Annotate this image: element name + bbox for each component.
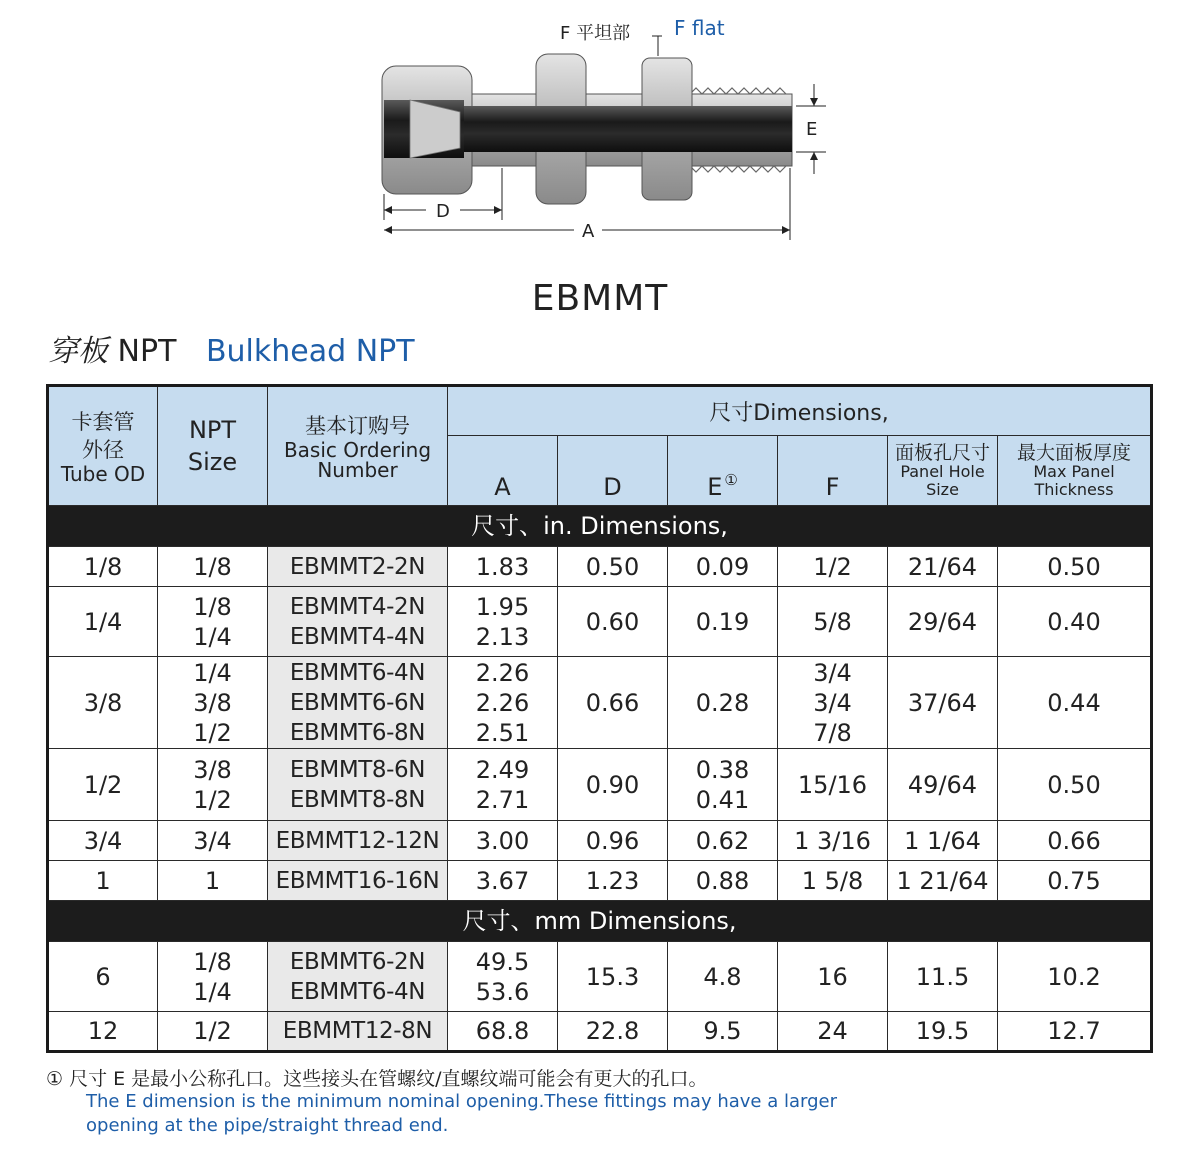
cell-dim-f-line: 1/2 xyxy=(813,552,852,581)
header-tube-od-cn: 卡套管 xyxy=(71,410,135,434)
label-d: D xyxy=(436,201,450,222)
cell-dim-e xyxy=(668,821,778,861)
cell-tube-od: 1/4 xyxy=(48,587,158,657)
header-max-panel-en2: Thickness xyxy=(1034,479,1114,499)
cell-ordering-number xyxy=(268,821,448,861)
cell-panel-hole: 1 21/64 xyxy=(888,861,998,901)
cell-dim-e xyxy=(668,749,778,821)
label-f-en: F flat xyxy=(674,16,725,40)
cell-max-panel-thickness: 0.40 xyxy=(998,587,1152,657)
cell-dim-f-line: 7/8 xyxy=(813,718,852,747)
table-row xyxy=(48,821,1152,861)
cell-dim-d-line: 0.66 xyxy=(585,688,640,717)
header-panel-hole-en1: Panel Hole xyxy=(900,461,985,481)
cell-dim-a xyxy=(448,749,558,821)
table-row xyxy=(48,547,1152,587)
cell-tube-od: 1/2 xyxy=(48,749,158,821)
cell-dim-a-line: 2.51 xyxy=(475,718,530,747)
cell-npt-size-line: 1/4 xyxy=(193,977,232,1006)
cell-npt-size-line: 1/4 xyxy=(193,622,232,651)
table-row xyxy=(48,861,1152,901)
cell-dim-d xyxy=(558,587,668,657)
cell-dim-f xyxy=(778,749,888,821)
cell-dim-f-line: 15/16 xyxy=(797,770,868,799)
header-ordering-en2: Number xyxy=(317,458,398,482)
cell-max-panel-thickness: 0.50 xyxy=(998,749,1152,821)
header-panel-hole-cn: 面板孔尺寸 xyxy=(894,441,990,464)
cell-ordering-number xyxy=(268,587,448,657)
cell-panel-hole: 19.5 xyxy=(888,1012,998,1052)
cell-dim-e xyxy=(668,942,778,1012)
cell-dim-a-line: 49.5 xyxy=(475,947,530,976)
band-millimeters: 尺寸、mm Dimensions, xyxy=(48,901,1152,942)
cell-dim-a xyxy=(448,1012,558,1052)
cell-dim-e-line: 0.41 xyxy=(695,785,750,814)
cell-dim-a-line: 2.13 xyxy=(475,622,530,651)
cell-ordering-number xyxy=(268,547,448,587)
cell-ordering-number-line: EBMMT6-2N xyxy=(289,948,426,975)
cell-ordering-number-line: EBMMT12-12N xyxy=(275,827,440,854)
header-ordering-number xyxy=(268,386,448,506)
cell-ordering-number xyxy=(268,749,448,821)
cell-ordering-number xyxy=(268,1012,448,1052)
header-max-panel-cn: 最大面板厚度 xyxy=(1016,441,1131,464)
footnote-cn: ① 尺寸 E 是最小公称孔口。这些接头在管螺纹/直螺纹端可能会有更大的孔口。 xyxy=(46,1068,708,1090)
cell-dim-a-line: 3.67 xyxy=(475,866,530,895)
cell-dim-e-line: 9.5 xyxy=(703,1017,742,1045)
cell-dim-a xyxy=(448,547,558,587)
cell-npt-size xyxy=(158,657,268,749)
cell-dim-e-line: 0.38 xyxy=(695,755,750,784)
footnote-marker: ① xyxy=(724,471,738,489)
cell-dim-e xyxy=(668,1012,778,1052)
cell-dim-d-line: 0.60 xyxy=(585,607,640,636)
cell-ordering-number-line: EBMMT8-8N xyxy=(289,786,426,813)
cell-dim-d xyxy=(558,547,668,587)
cell-max-panel-thickness: 0.44 xyxy=(998,657,1152,749)
cell-ordering-number-line: EBMMT4-2N xyxy=(289,593,426,620)
cell-dim-a-line: 2.26 xyxy=(475,688,530,717)
model-code-title: EBMMT xyxy=(531,278,669,319)
cell-npt-size xyxy=(158,821,268,861)
cell-dim-f xyxy=(778,587,888,657)
cell-dim-f-line: 16 xyxy=(817,962,848,991)
cell-dim-f xyxy=(778,547,888,587)
cell-dim-a-line: 2.49 xyxy=(475,755,530,784)
cell-npt-size xyxy=(158,547,268,587)
cell-dim-d-line: 15.3 xyxy=(585,962,640,991)
header-ordering-cn: 基本订购号 xyxy=(305,414,410,438)
header-col-a: A xyxy=(448,436,558,506)
cell-panel-hole: 37/64 xyxy=(888,657,998,749)
header-dimensions: 尺寸Dimensions, xyxy=(448,386,1152,436)
header-panel-hole-en2: Size xyxy=(926,479,959,499)
cell-npt-size-line: 1 xyxy=(204,866,221,895)
cell-dim-f-line: 24 xyxy=(817,1017,848,1045)
cell-npt-size-line: 1/8 xyxy=(193,592,232,621)
cell-dim-e xyxy=(668,657,778,749)
header-max-panel-en1: Max Panel xyxy=(1033,461,1115,481)
cell-dim-a-line: 1.83 xyxy=(475,552,530,581)
cell-ordering-number-line: EBMMT4-4N xyxy=(289,623,426,650)
cell-dim-e-line: 0.19 xyxy=(695,607,750,636)
cell-ordering-number-line: EBMMT16-16N xyxy=(275,867,440,894)
cell-npt-size xyxy=(158,861,268,901)
cell-ordering-number-line: EBMMT6-8N xyxy=(289,719,426,746)
cell-dim-a-line: 53.6 xyxy=(475,977,530,1006)
cell-dim-d xyxy=(558,1012,668,1052)
cell-dim-d-line: 0.50 xyxy=(585,552,640,581)
cell-dim-d-line: 1.23 xyxy=(585,866,640,895)
cell-npt-size-line: 1/8 xyxy=(193,552,232,581)
dimensions-table xyxy=(46,384,1153,1053)
cell-tube-od: 6 xyxy=(48,942,158,1012)
header-tube-od-cn2: 外径 xyxy=(82,438,124,462)
header-tube-od-en: Tube OD xyxy=(60,462,146,486)
table-row xyxy=(48,749,1152,821)
cell-npt-size xyxy=(158,749,268,821)
cell-tube-od: 3/4 xyxy=(48,821,158,861)
label-f-cn: F 平坦部 xyxy=(560,23,631,44)
cell-dim-e xyxy=(668,861,778,901)
header-max-panel xyxy=(998,436,1152,506)
cell-tube-od: 1 xyxy=(48,861,158,901)
cell-max-panel-thickness: 0.75 xyxy=(998,861,1152,901)
cell-npt-size-line: 1/2 xyxy=(193,718,232,747)
cell-dim-f-line: 1 5/8 xyxy=(801,866,864,895)
cell-npt-size-line: 1/2 xyxy=(193,1017,232,1045)
header-col-e-label: E xyxy=(707,473,723,501)
cell-ordering-number xyxy=(268,942,448,1012)
cell-dim-e xyxy=(668,547,778,587)
cell-dim-d xyxy=(558,861,668,901)
cell-dim-f xyxy=(778,1012,888,1052)
cell-dim-d-line: 0.90 xyxy=(585,770,640,799)
cell-dim-d xyxy=(558,657,668,749)
cell-ordering-number-line: EBMMT6-6N xyxy=(289,689,426,716)
cell-dim-e-line: 0.09 xyxy=(695,552,750,581)
cell-dim-a-line: 1.95 xyxy=(475,592,530,621)
cell-dim-a xyxy=(448,657,558,749)
table-row xyxy=(48,1012,1152,1052)
cell-ordering-number-line: EBMMT6-4N xyxy=(289,659,426,686)
cell-dim-a-line: 2.71 xyxy=(475,785,530,814)
cell-panel-hole: 49/64 xyxy=(888,749,998,821)
subtitle-npt: NPT xyxy=(108,334,177,369)
cell-panel-hole: 11.5 xyxy=(888,942,998,1012)
cell-max-panel-thickness: 12.7 xyxy=(998,1012,1152,1052)
cell-ordering-number xyxy=(268,657,448,749)
cell-npt-size xyxy=(158,942,268,1012)
cell-ordering-number-line: EBMMT8-6N xyxy=(289,756,426,783)
cell-dim-e-line: 0.62 xyxy=(695,826,750,855)
cell-dim-a-line: 68.8 xyxy=(475,1017,530,1045)
cell-panel-hole: 21/64 xyxy=(888,547,998,587)
header-npt-size xyxy=(158,386,268,506)
cell-npt-size-line: 3/4 xyxy=(193,826,232,855)
band-inches: 尺寸、in. Dimensions, xyxy=(48,506,1152,547)
cell-panel-hole: 1 1/64 xyxy=(888,821,998,861)
cell-npt-size-line: 1/4 xyxy=(193,658,232,687)
label-a: A xyxy=(582,221,595,242)
fitting-cross-section-diagram xyxy=(370,8,830,248)
cell-npt-size xyxy=(158,587,268,657)
header-panel-hole xyxy=(888,436,998,506)
header-size: Size xyxy=(187,448,238,476)
header-col-e xyxy=(668,436,778,506)
cell-ordering-number-line: EBMMT2-2N xyxy=(289,553,426,580)
cell-dim-a xyxy=(448,942,558,1012)
footnote-en: The E dimension is the minimum nominal opening.These fittings may have a larger opening at the pipe/straight thread end. xyxy=(86,1091,837,1136)
header-tube-od xyxy=(48,386,158,506)
cell-dim-f xyxy=(778,821,888,861)
cell-dim-f xyxy=(778,657,888,749)
cell-npt-size xyxy=(158,1012,268,1052)
subtitle-en: Bulkhead NPT xyxy=(205,334,415,369)
cell-dim-a xyxy=(448,821,558,861)
header-col-d: D xyxy=(558,436,668,506)
cell-dim-f-line: 3/4 xyxy=(813,688,852,717)
cell-dim-d-line: 22.8 xyxy=(585,1017,640,1045)
cell-dim-e-line: 0.28 xyxy=(695,688,750,717)
cell-npt-size-line: 1/2 xyxy=(193,785,232,814)
cell-max-panel-thickness: 10.2 xyxy=(998,942,1152,1012)
header-col-f: F xyxy=(778,436,888,506)
cell-max-panel-thickness: 0.66 xyxy=(998,821,1152,861)
section-subtitle xyxy=(48,326,415,370)
cell-dim-d xyxy=(558,942,668,1012)
cell-npt-size-line: 1/8 xyxy=(193,947,232,976)
table-row xyxy=(48,587,1152,657)
cell-dim-f xyxy=(778,861,888,901)
cell-tube-od: 3/8 xyxy=(48,657,158,749)
table-row xyxy=(48,657,1152,749)
header-npt: NPT xyxy=(188,416,237,444)
cell-dim-e-line: 4.8 xyxy=(703,962,742,991)
cell-dim-d xyxy=(558,821,668,861)
cell-dim-e-line: 0.88 xyxy=(695,866,750,895)
cell-ordering-number xyxy=(268,861,448,901)
cell-npt-size-line: 3/8 xyxy=(193,688,232,717)
cell-dim-a xyxy=(448,587,558,657)
cell-max-panel-thickness: 0.50 xyxy=(998,547,1152,587)
cell-dim-a xyxy=(448,861,558,901)
cell-dim-a-line: 2.26 xyxy=(475,658,530,687)
cell-dim-f-line: 1 3/16 xyxy=(794,826,871,855)
cell-dim-a-line: 3.00 xyxy=(475,826,530,855)
cell-dim-e xyxy=(668,587,778,657)
cell-ordering-number-line: EBMMT6-4N xyxy=(289,978,426,1005)
cell-dim-f xyxy=(778,942,888,1012)
cell-npt-size-line: 3/8 xyxy=(193,755,232,784)
cell-dim-d xyxy=(558,749,668,821)
cell-ordering-number-line: EBMMT12-8N xyxy=(282,1018,433,1044)
cell-panel-hole: 29/64 xyxy=(888,587,998,657)
table-row xyxy=(48,942,1152,1012)
header-ordering-en1: Basic Ordering xyxy=(283,438,432,462)
subtitle-cn: 穿板 xyxy=(48,334,108,369)
cell-dim-f-line: 3/4 xyxy=(813,658,852,687)
cell-dim-f-line: 5/8 xyxy=(813,607,852,636)
label-e: E xyxy=(806,119,818,140)
cell-tube-od: 12 xyxy=(48,1012,158,1052)
cell-tube-od: 1/8 xyxy=(48,547,158,587)
cell-dim-d-line: 0.96 xyxy=(585,826,640,855)
